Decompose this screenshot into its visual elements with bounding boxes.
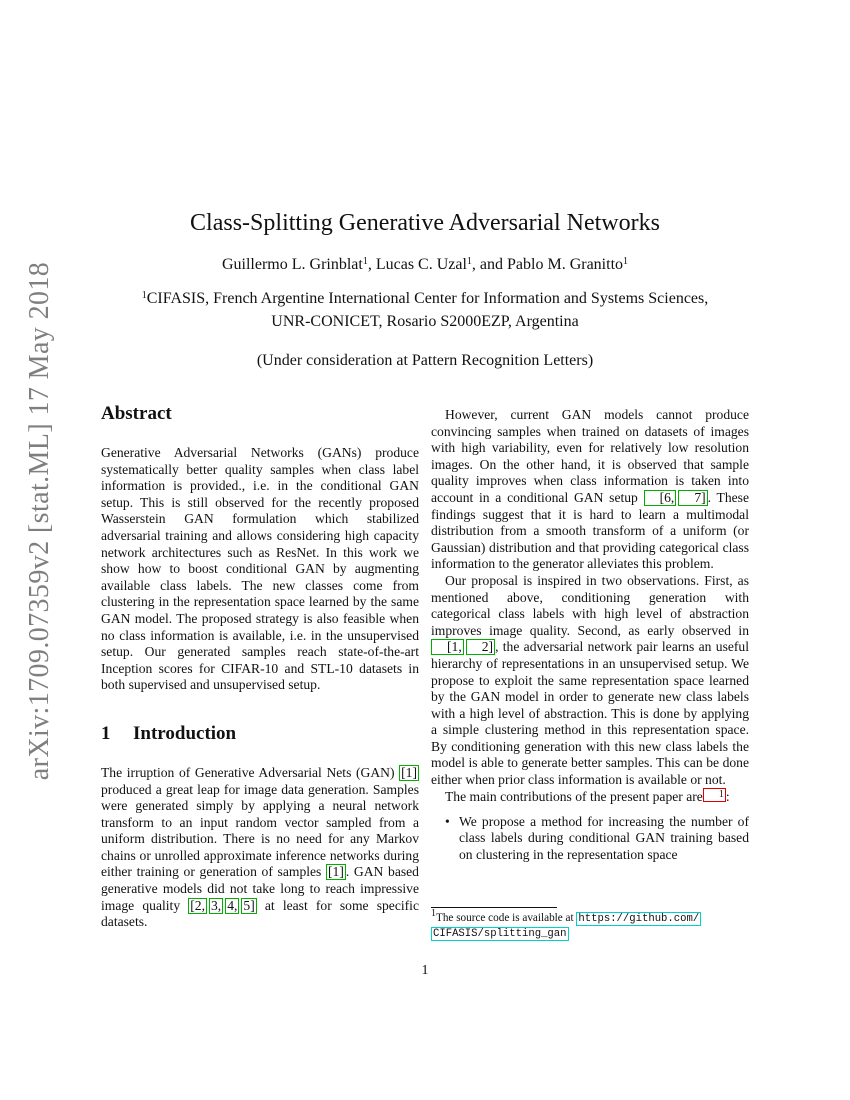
paper-title: Class-Splitting Generative Adversarial Networks xyxy=(190,210,660,236)
citation-link[interactable]: 3, xyxy=(211,897,222,913)
citation-link[interactable]: [2, xyxy=(190,897,205,913)
introduction-heading xyxy=(101,722,419,746)
affiliation-line-1 xyxy=(100,288,750,311)
paragraph-text: Our proposal is inspired in two observations. First, as mentioned above, conditioning generation with categorical class labels with high level of abstraction improves image quality. Second, as early observed in xyxy=(431,572,749,638)
citation-link[interactable]: 4, xyxy=(227,897,238,913)
author-name: , Lucas C. Uzal xyxy=(367,256,467,273)
paragraph-text: . GAN based generative models did not take long to reach impressive image quality xyxy=(101,864,419,913)
affiliation-superscript: 1 xyxy=(466,256,472,267)
source-code-link-continued[interactable]: CIFASIS/splitting_gan xyxy=(433,928,567,940)
abstract-text: Generative Adversarial Networks (GANs) produce systematically better quality samples when class label information is provided., i.e. in the conditional GAN setup. This is still observed for the recently proposed Wasserstein GAN formulation which stabilized adversarial training and allows considering high capacity network architectures such as ResNet. In this work we show how to boost conditional GAN by augmenting available class labels. The new classes come from clustering in the representation space learned by the same GAN model. The proposed strategy is also feasible when no class information is available, i.e. in the unsupervised setup. Our generated samples reach state-of-the-art Inception scores for CIFAR-10 and STL-10 datasets in both supervised and unsupervised setup. xyxy=(101,445,419,693)
abstract-heading: Abstract xyxy=(101,403,172,424)
paragraph-text: produced a great leap for image data generation. Samples were generated simply by applying a neural network transform to an input random vector sampled from a uniform distribution. There is no need for any Markov chains or unrolled approximate inference networks during either training or generation of samples xyxy=(101,781,419,880)
citation-link[interactable]: [6, xyxy=(644,490,677,506)
affiliation-line-2: UNR-CONICET, Rosario S2000EZP, Argentina xyxy=(271,313,579,330)
paragraph-text: . These findings suggest that it is hard to learn a multimodal distribution from a smooth transform of a uniform (or Gaussian) distribution and that providing categorical class information to the generator alleviates this problem. xyxy=(431,489,750,572)
paragraph-text: at least for some specific datasets. xyxy=(101,897,419,930)
right-column xyxy=(431,407,749,863)
arxiv-sidebar-stamp xyxy=(18,261,62,781)
section-number: 1 xyxy=(101,722,111,744)
author-name: Guillermo L. Grinblat xyxy=(221,256,363,273)
left-column xyxy=(101,402,419,931)
affiliation-superscript: 1 xyxy=(623,256,629,267)
footnote-link[interactable]: 1 xyxy=(703,788,726,802)
affiliation-marker: 1 xyxy=(141,290,147,301)
citation-link[interactable]: [1, xyxy=(431,639,464,655)
arxiv-identifier: arXiv:1709.07359v2 [stat.ML] 17 May 2018 xyxy=(24,261,56,781)
source-code-link[interactable]: https://github.com/ xyxy=(578,913,700,925)
footnote xyxy=(431,907,749,941)
footnote-text xyxy=(431,908,749,941)
intro-paragraph-3 xyxy=(431,573,749,789)
footnote-rule xyxy=(431,907,557,908)
footnote-body: The source code is available at xyxy=(436,912,577,924)
citation-link[interactable]: [1] xyxy=(401,764,417,780)
submission-note: (Under consideration at Pattern Recognition Letters) xyxy=(256,352,594,369)
citation-link[interactable]: [1] xyxy=(328,864,344,880)
intro-paragraph-1 xyxy=(101,765,419,931)
section-title: Introduction xyxy=(133,722,237,744)
paragraph-text: The main contributions of the present paper are xyxy=(445,788,703,804)
footnote-marker: 1 xyxy=(431,908,436,919)
citation-link[interactable]: 7] xyxy=(678,490,707,506)
citation-link[interactable]: 5] xyxy=(243,897,255,913)
paragraph-text: , the adversarial network pair learns an useful hierarchy of representations in an unsupervised setup. We propose to exploit the same representation space learned by the GAN model in order to generate new class labels with a high level of abstraction. This is done by applying a simple clustering method in this representation space. By conditioning generation with this new class labels the model is able to generate better samples. This can be done either when prior class information is available or not. xyxy=(431,639,749,788)
affiliation-text: CIFASIS, French Argentine International Center for Information and Systems Sciences, xyxy=(146,290,709,307)
author-name: , and Pablo M. Granitto xyxy=(471,256,624,273)
intro-paragraph-4 xyxy=(431,789,749,806)
paragraph-text: The irruption of Generative Adversarial Nets (GAN) xyxy=(101,764,400,780)
citation-link[interactable]: 2] xyxy=(466,639,495,655)
affiliation-block xyxy=(100,288,750,332)
affiliation-superscript: 1 xyxy=(362,256,368,267)
intro-paragraph-2 xyxy=(431,407,749,573)
bullet-icon: • xyxy=(445,813,450,829)
list-item xyxy=(431,814,749,864)
author-list xyxy=(100,255,750,277)
page-number: 1 xyxy=(421,963,429,978)
list-item-text: We propose a method for increasing the number of class labels during conditional GAN training based on clustering in the representation space xyxy=(459,813,749,862)
contributions-list xyxy=(431,814,749,864)
paragraph-text: However, current GAN models cannot produce convincing samples when trained on datasets of images with high variability, even for relatively low resolution images. On the other hand, it is observed that sample quality improves when class information is taken into account in a conditional GAN setup xyxy=(431,407,749,505)
paragraph-text: : xyxy=(725,788,730,804)
